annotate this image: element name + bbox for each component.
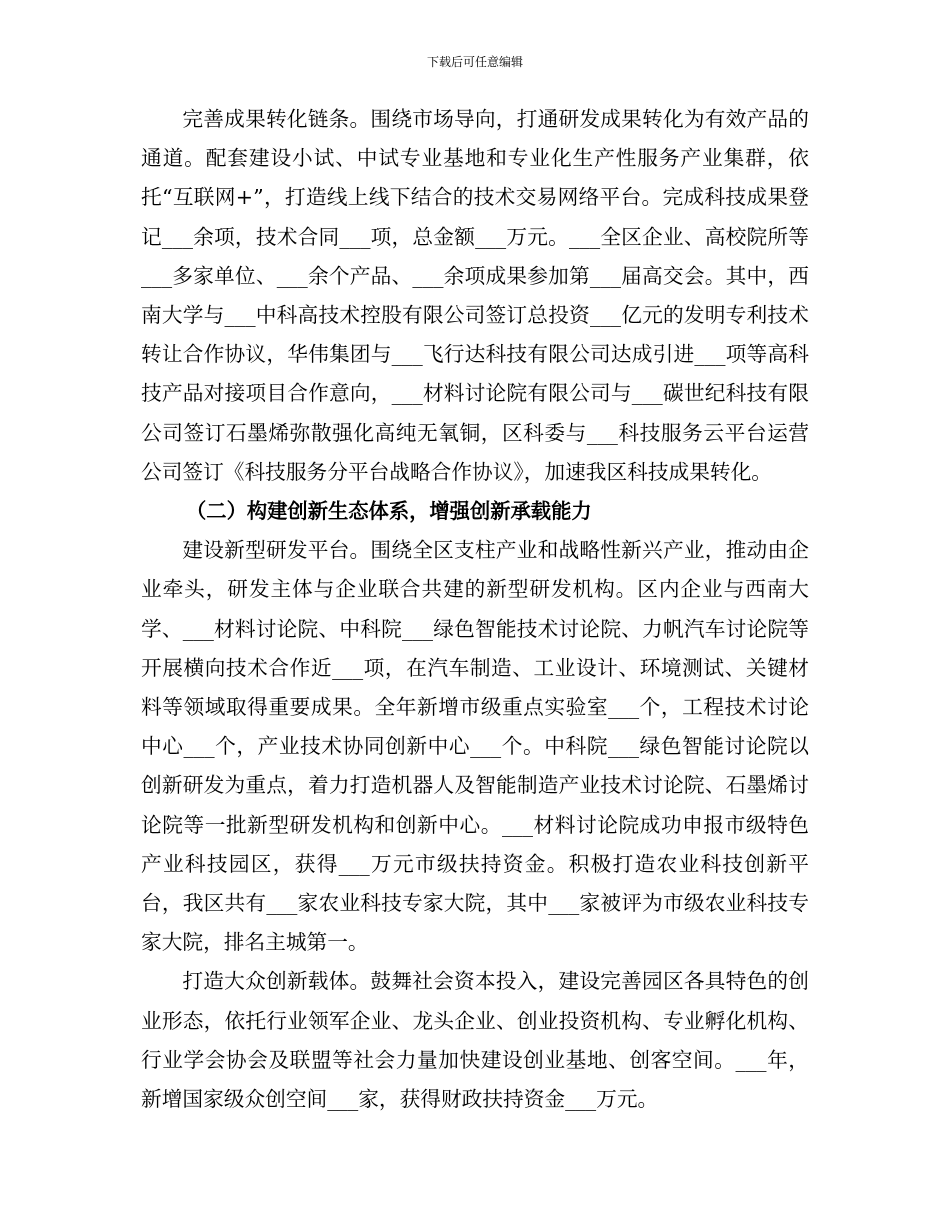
page-header: 下载后可任意编辑 bbox=[426, 55, 523, 69]
document-body bbox=[141, 100, 809, 1119]
section-heading: （二）构建创新生态体系，增强创新承载能力 bbox=[186, 499, 592, 524]
paragraph-achievement-transfer: 完善成果转化链条。围绕市场导向，打通研发成果转化为有效产品的通道。配套建设小试、中试专业基地和专业化生产性服务产业集群，依托“互联网+”，打造线上线下结合的技术交易网络平台。完成科技成果登记___余项，技术合同___项，总金额___万元。___全区企业、高校院所等___多家单位、___余个产品、___余项成果参加第___届高交会。其中，西南大学与___中科高技术控股有限公司签订总投资___亿元的发明专利技术转让合作协议，华伟集团与___飞行达科技有限公司达成引进___项等高科技产品对接项目合作意向，___材料讨论院有限公司与___碳世纪科技有限公司签订石墨烯弥散强化高纯无氧铜，区科委与___科技服务云平台运营公司签订《科技服务分平台战略合作协议》，加速我区科技成果转化。 bbox=[141, 107, 809, 484]
paragraph-innovation-carrier: 打造大众创新载体。鼓舞社会资本投入，建设完善园区各具特色的创业形态，依托行业领军企业、龙头企业、创业投资机构、专业孵化机构、行业学会协会及联盟等社会力量加快建设创业基地、创客空间。___年，新增国家级众创空间___家，获得财政扶持资金___万元。 bbox=[141, 969, 809, 1112]
paragraph-rd-platform: 建设新型研发平台。围绕全区支柱产业和战略性新兴产业，推动由企业牵头，研发主体与企业联合共建的新型研发机构。区内企业与西南大学、___材料讨论院、中科院___绿色智能技术讨论院、力帆汽车讨论院等开展横向技术合作近___项，在汽车制造、工业设计、环境测试、关键材料等领域取得重要成果。全年新增市级重点实验室___个，工程技术讨论中心___个，产业技术协同创新中心___个。中科院___绿色智能讨论院以创新研发为重点，着力打造机器人及智能制造产业技术讨论院、石墨烯讨论院等一批新型研发机构和创新中心。___材料讨论院成功申报市级特色产业科技园区，获得___万元市级扶持资金。积极打造农业科技创新平台，我区共有___家农业科技专家大院，其中___家被评为市级农业科技专家大院，排名主城第一。 bbox=[141, 538, 809, 955]
